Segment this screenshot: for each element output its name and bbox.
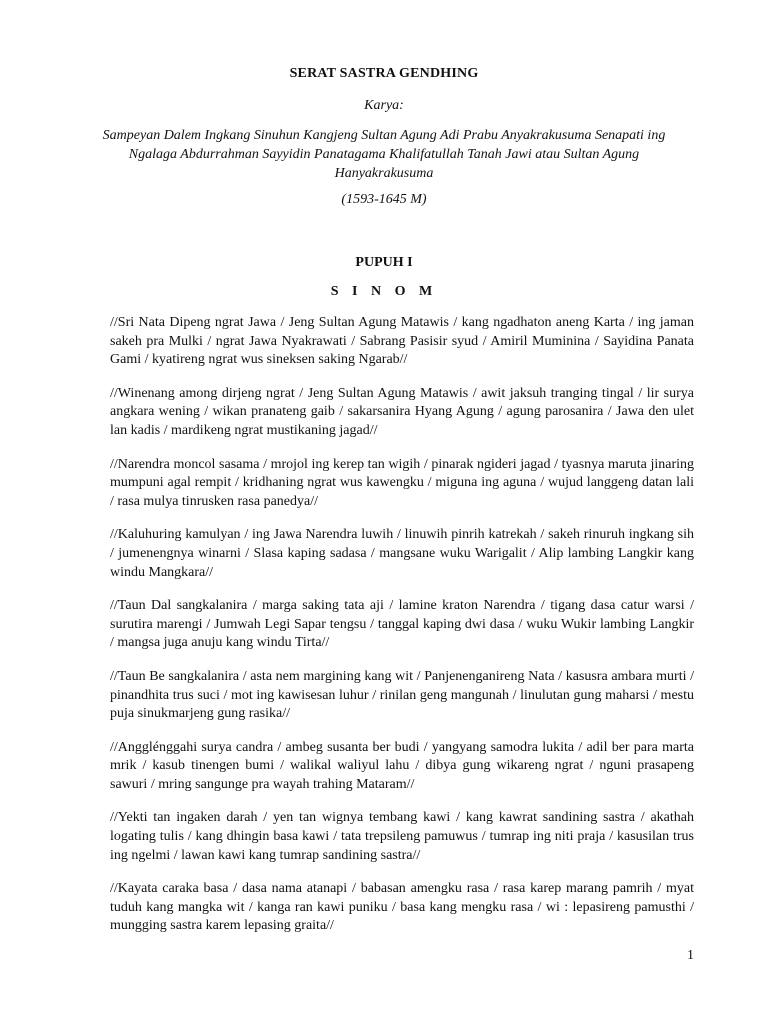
stanza-8: //Yekti tan ingaken darah / yen tan wignya tembang kawi / kang kawrat sandining sastra / akathah logating tulis / kang dhingin basa kawi / tata trepsileng pamuwus / tumrap ing niti praja / kasusilan trus ing ngelmi / lawan kawi kang tumrap sandining sastra// [110,810,694,863]
stanza-5: //Taun Dal sangkalanira / marga saking tata aji / lamine kraton Narendra / tigang dasa catur warsi / surutira marengi / Jumwah Legi Sapar tengsu / tanggal kaping dwi dasa / wuku Wukir lambing Langkir / mangsa juga anuju kang windu Tirta// [110,598,694,651]
stanza-7: //Angglénggahi surya candra / ambeg susanta ber budi / yangyang samodra lukita / adil ber para marta mrik / kasub tinengen bumi / walikal waliyul lahu / dibya gung wikareng ngrat / nguni prasapeng sawuri / mring sangunge pra wayah trahing Mataram// [110,739,694,792]
stanza-3: //Narendra moncol sasama / mrojol ing kerep tan wigih / pinarak ngideri jagad / tyasnya maruta jinaring mumpuni agal rempit / kridhaning ngrat wus kawengku / miguna ing aguna / wujud langgeng datan lali / rasa mulya tinrusken rasa panedya// [110,456,694,509]
tembang-heading: S I N O M [330,284,438,299]
author-years: (1593-1645 M) [341,192,427,207]
stanza-4: //Kaluhuring kamulyan / ing Jawa Narendra luwih / linuwih pinrih katrekah / sakeh rinuruh ingkang sih / jumenengnya winarni / Slasa kaping sadasa / mangsane wuku Warigalit / Alip lambing Langkir kang windu Mangkara// [110,527,694,580]
author-name: Sampeyan Dalem Ingkang Sinuhun Kangjeng Sultan Agung Adi Prabu Anyakrakusuma Senapati ing Ngalaga Abdurrahman Sayyidin Panatagama Khalifatullah Tanah Jawi atau Sultan Agung Hanyakrakusuma [102,128,666,181]
pupuh-heading: PUPUH I [355,255,413,270]
stanza-list [110,314,694,951]
page-number: 1 [687,948,694,963]
stanza-6: //Taun Be sangkalanira / asta nem margining kang wit / Panjenenganireng Nata / kasusra ambara murti / pinandhita trus suci / mot ing kawisesan luhur / rinilan geng mangunah / linulutan gung maharsi / mestu puja sinukmarjeng gung rasika// [110,668,694,722]
stanza-2: //Winenang among dirjeng ngrat / Jeng Sultan Agung Matawis / awit jaksuh tranging tingal / lir surya angkara wening / wikan pranateng gaib / sakarsanira Hyang Agung / agung parosanira / Jawa den ulet lan kadis / mardikeng ngrat mustikaning jagad// [110,385,694,438]
stanza-9: //Kayata caraka basa / dasa nama atanapi / babasan amengku rasa / rasa karep marang pamrih / myat tuduh kang mangka wit / kanga ran kawi puniku / basa kang mengku rasa / wi : lepasireng pamusthi / mungging sastra karem lepasing graita// [110,881,694,934]
karya-label: Karya: [364,98,404,113]
stanza-1: //Sri Nata Dipeng ngrat Jawa / Jeng Sultan Agung Matawis / kang ngadhaton aneng Karta / ing jaman sakeh pra Mulki / ngrat Jawa Nyakrawati / Sabrang Pasisir syud / Amiril Muminina / Sayidina Panata Gami / kyatireng ngrat wus sineksen saking Ngarab// [110,315,694,368]
document-title: SERAT SASTRA GENDHING [289,66,479,81]
